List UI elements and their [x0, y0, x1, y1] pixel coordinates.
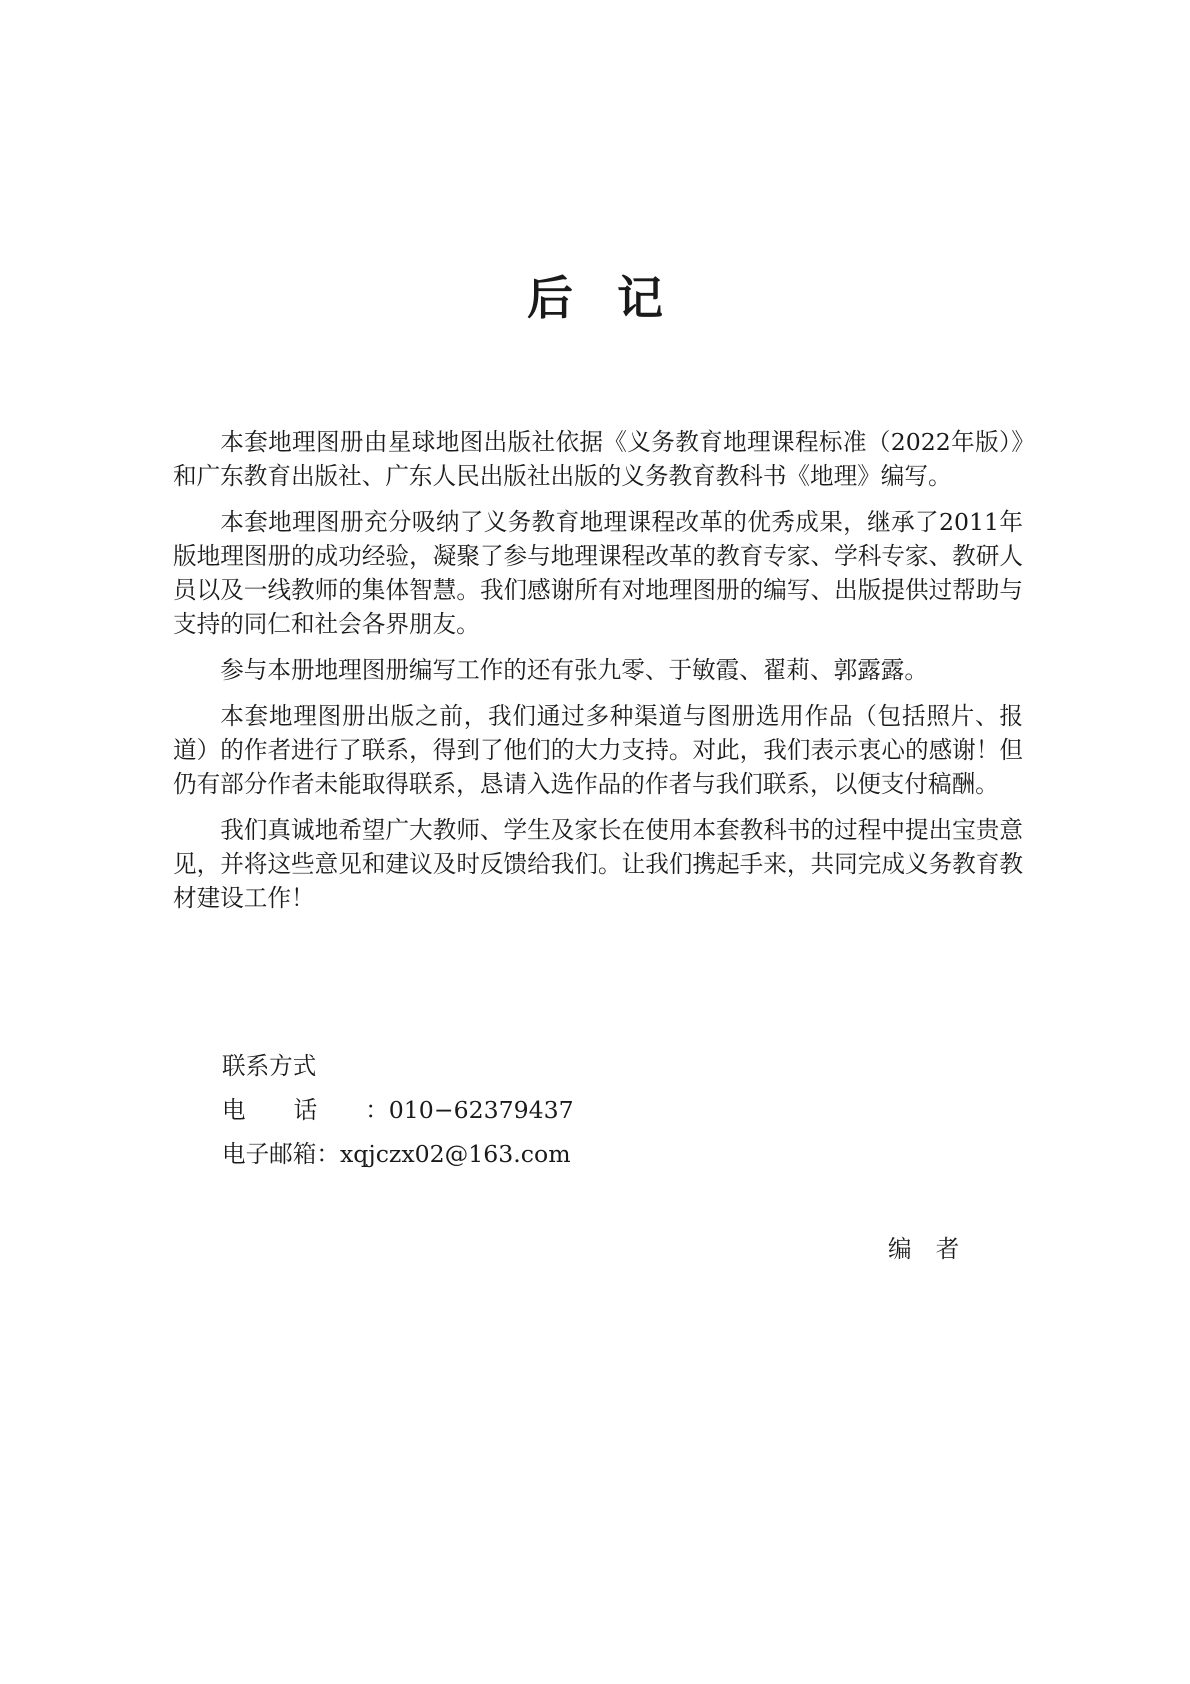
paragraph-4: 本套地理图册出版之前，我们通过多种渠道与图册选用作品（包括照片、报道）的作者进行了联系，得到了他们的大力支持。对此，我们表示衷心的感谢！但仍有部分作者未能取得联系，恳请入选作品的作者与我们联系，以便支付稿酬。	[173, 702, 1023, 798]
paragraph-5: 我们真诚地希望广大教师、学生及家长在使用本套教科书的过程中提出宝贵意见，并将这些意见和建议及时反馈给我们。让我们携起手来，共同完成义务教育教材建设工作！	[173, 816, 1023, 912]
contact-heading: 联系方式	[222, 1052, 317, 1080]
paragraph-2: 本套地理图册充分吸纳了义务教育地理课程改革的优秀成果，继承了2011年版地理图册的成功经验，凝聚了参与地理课程改革的教育专家、学科专家、教研人员以及一线教师的集体智慧。我们感谢所有对地理图册的编写、出版提供过帮助与支持的同仁和社会各界朋友。	[173, 508, 1023, 638]
email-address: ：xqjczx02@163.com	[316, 1140, 571, 1168]
paragraph-1: 本套地理图册由星球地图出版社依据《义务教育地理课程标准（2022年版）》和广东教育出版社、广东人民出版社出版的义务教育教科书《地理》编写。	[173, 428, 1023, 490]
paragraph-3: 参与本册地理图册编写工作的还有张九零、于敏霞、翟莉、郭露露。	[220, 656, 928, 684]
email-row	[222, 1132, 574, 1176]
phone-label: 电话	[222, 1096, 366, 1124]
phone-row	[222, 1088, 574, 1132]
afterword-body	[173, 425, 1023, 927]
contact-info	[222, 1044, 574, 1176]
signature: 编者	[888, 1235, 984, 1263]
phone-number: ：010−62379437	[365, 1096, 574, 1124]
page-title: 后记	[527, 270, 707, 325]
email-label: 电子邮箱	[222, 1140, 317, 1168]
